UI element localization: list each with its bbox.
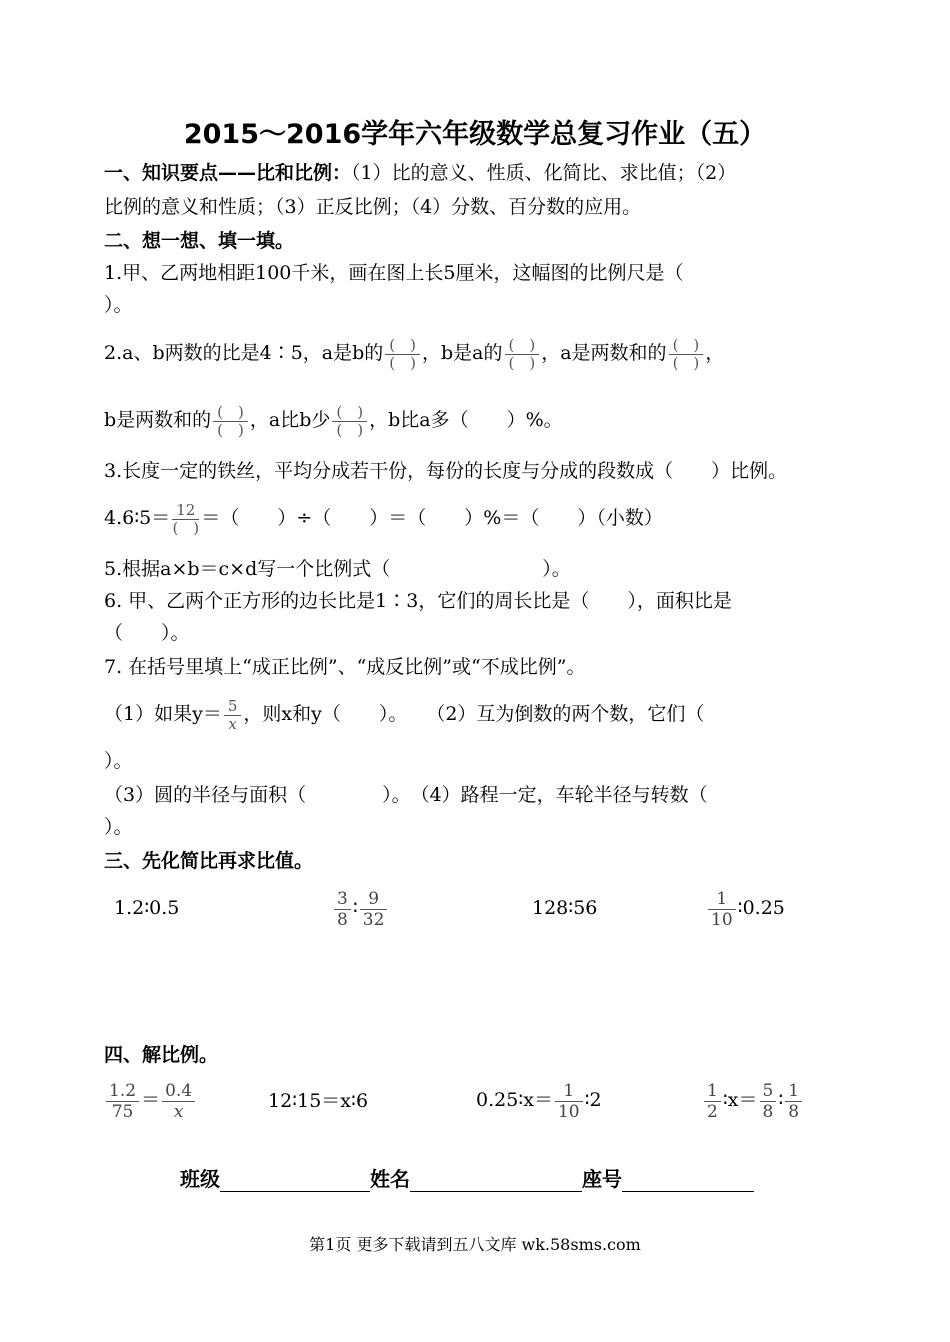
class-blank[interactable] — [220, 1169, 370, 1192]
fraction — [704, 1081, 721, 1122]
seat-blank[interactable] — [622, 1169, 754, 1192]
fraction-numerator: ( ) — [336, 402, 364, 421]
fraction-denominator: ( ) — [508, 353, 536, 372]
fraction-numerator: ( ) — [389, 335, 417, 354]
fraction — [555, 1081, 583, 1122]
fraction — [334, 889, 351, 930]
section1-heading: 一、知识要点——比和比例： — [104, 162, 352, 184]
q4-text-a: 4.6∶5＝ — [104, 507, 171, 529]
ratio-sign: ∶ — [778, 1089, 784, 1111]
fraction-denominator: 8 — [788, 1101, 800, 1122]
fraction-numerator: 5 — [762, 1080, 774, 1101]
equation-4 — [702, 1076, 804, 1124]
fraction — [360, 889, 388, 930]
q1-line1: 1.甲、乙两地相距100千米，画在图上长5厘米，这幅图的比例尺是（ — [104, 262, 684, 284]
fraction-denominator: 75 — [111, 1101, 134, 1122]
q7-part1-line — [104, 694, 704, 734]
section1-line1 — [104, 160, 736, 186]
q2-text-e: b是两数和的 — [104, 409, 212, 431]
fraction-denominator: ( ) — [172, 518, 200, 537]
fraction-denominator: 2 — [707, 1101, 718, 1122]
q2-text-b: ，b是a的 — [422, 342, 503, 364]
q7-part3-line: （3）圆的半径与面积（ ）。 （4）路程一定，车轮半径与转数（ — [104, 784, 708, 806]
equation-2: 12∶15＝x∶6 — [268, 1090, 369, 1112]
q3-line: 3.长度一定的铁丝，平均分成若干份，每份的长度与分成的段数成（ ）比例。 — [104, 460, 788, 482]
q6-line2: （ ）。 — [104, 622, 190, 644]
page-footer: 第1页 更多下载请到五八文库 wk.58sms.com — [309, 1235, 641, 1254]
fraction — [785, 1081, 802, 1122]
q7-part3-line2: ）。 — [104, 816, 133, 838]
section1-line2: 比例的意义和性质；（3）正反比例；（4）分数、百分数的应用。 — [104, 196, 642, 218]
fraction-denominator: x — [228, 714, 237, 733]
name-label: 姓名 — [370, 1167, 410, 1191]
fraction-denominator: 8 — [337, 909, 348, 930]
fraction-numerator: 3 — [337, 888, 348, 909]
ratio-sign: ∶ — [352, 897, 358, 919]
fraction-numerator: 1 — [788, 1080, 800, 1101]
q7-1-text-b: ，则x和y（ ）。 （2）互为倒数的两个数，它们（ — [243, 703, 705, 725]
fraction-denominator: 10 — [711, 909, 733, 930]
fraction-numerator: 12 — [176, 500, 196, 519]
q2-text-c: ，a是两数和的 — [541, 342, 667, 364]
equation-3 — [476, 1076, 602, 1124]
equation-text: 0.25∶x＝ — [476, 1089, 553, 1111]
seat-label: 座号 — [582, 1167, 622, 1191]
q2-text-a: 2.a、b两数的比是4∶5，a是b的 — [104, 342, 384, 364]
fraction-denominator: ( ) — [389, 353, 417, 372]
fraction-denominator: 32 — [362, 909, 385, 930]
name-blank[interactable] — [410, 1169, 582, 1192]
section3-heading: 三、先化简比再求比值。 — [104, 850, 314, 872]
q2-text-g: ，b比a多（ ）%。 — [369, 409, 563, 431]
q2-text-d: ， — [705, 342, 725, 364]
blank-fraction — [385, 337, 420, 372]
blank-fraction — [505, 337, 540, 372]
q5-line: 5.根据a×b＝c×d写一个比例式（ ）。 — [104, 558, 571, 580]
equation-text: ∶x＝ — [722, 1089, 758, 1111]
ratio-item-3: 128∶56 — [532, 897, 598, 919]
fraction-numerator: 0.4 — [165, 1080, 193, 1101]
q2-line1 — [104, 333, 724, 373]
q6-line1: 6. 甲、乙两个正方形的边长比是1∶3，它们的周长比是（ ），面积比是 — [104, 590, 732, 612]
fraction-denominator: 10 — [557, 1101, 580, 1122]
q7-part1-line2: ）。 — [104, 750, 133, 772]
ratio-item-2 — [332, 884, 389, 932]
fraction — [162, 1081, 195, 1122]
fraction-numerator: 1 — [563, 1080, 575, 1101]
q2-line2 — [104, 400, 563, 440]
fraction-denominator: 8 — [762, 1101, 774, 1122]
fraction-denominator: ( ) — [672, 353, 700, 372]
q4-line — [104, 498, 663, 538]
blank-fraction — [213, 404, 248, 439]
equation-1 — [104, 1076, 197, 1124]
ratio-item-4 — [706, 884, 785, 932]
blank-fraction — [332, 404, 367, 439]
fraction-numerator: ( ) — [508, 335, 536, 354]
section2-heading: 二、想一想、填一填。 — [104, 230, 295, 252]
section4-heading: 四、解比例。 — [104, 1044, 219, 1066]
q7-fraction — [224, 698, 242, 733]
fraction-denominator: ( ) — [217, 420, 244, 439]
fraction — [106, 1081, 139, 1122]
class-label: 班级 — [180, 1167, 220, 1191]
q1-line2: ）。 — [104, 294, 133, 316]
page-title: 2015～2016学年六年级数学总复习作业（五） — [183, 119, 767, 150]
q7-1-text-a: （1）如果y＝ — [104, 703, 222, 725]
fraction-numerator: 1 — [716, 888, 728, 909]
fraction — [760, 1081, 777, 1122]
fraction-numerator: 5 — [227, 696, 238, 715]
section1-line1-text: （1）比的意义、性质、化简比、求比值；（2） — [351, 162, 737, 184]
ratio-item-1: 1.2∶0.5 — [114, 897, 180, 919]
q4-text-b: ＝（ ）÷（ ）＝（ ）%＝（ ）（小数） — [201, 507, 663, 529]
fraction-numerator: ( ) — [217, 402, 244, 421]
fraction-denominator: ( ) — [336, 420, 364, 439]
equals-sign: ＝ — [141, 1089, 161, 1111]
fraction-numerator: 9 — [368, 888, 380, 909]
student-info-row — [180, 1166, 754, 1192]
fraction-numerator: 1 — [707, 1080, 718, 1101]
q2-text-f: ，a比b少 — [249, 409, 331, 431]
blank-fraction — [669, 337, 704, 372]
ratio-text: ∶0.25 — [737, 897, 785, 919]
fraction-numerator: ( ) — [672, 335, 700, 354]
q7-line: 7. 在括号里填上“成正比例”、“成反比例”或“不成比例”。 — [104, 656, 586, 678]
q4-fraction — [172, 502, 199, 537]
fraction — [708, 889, 736, 930]
fraction-numerator: 1.2 — [109, 1080, 137, 1101]
equation-text: ∶2 — [584, 1089, 602, 1111]
fraction-denominator: x — [173, 1101, 184, 1122]
